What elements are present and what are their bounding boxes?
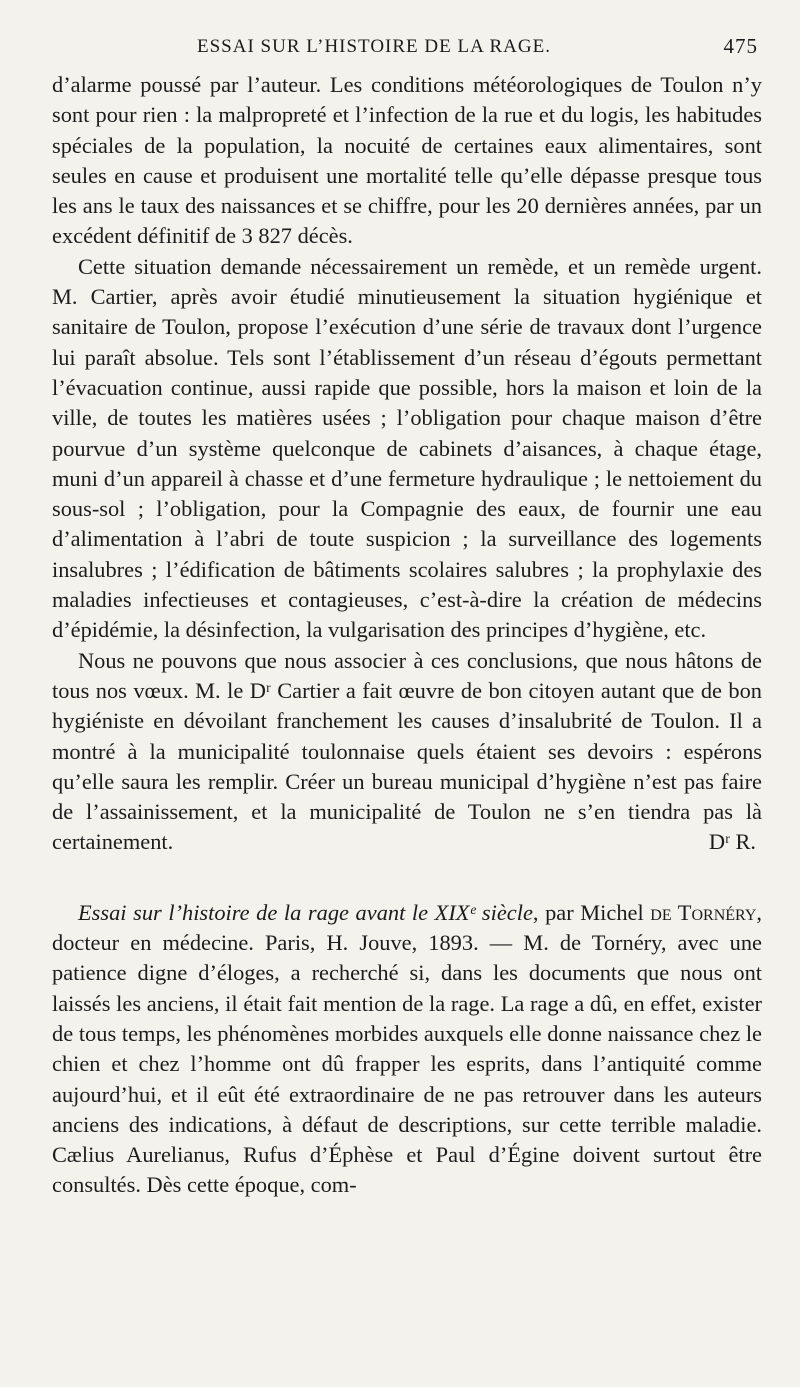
review-author: de Tornéry (650, 899, 757, 925)
paragraph-continued: d’alarme poussé par l’auteur. Les conditions météorologiques de Toulon n’y sont pour rien : la malpropreté et l’infection de la rue et du logis, les habitudes spéciales de la population, la nocuité de certaines eaux alimentaires, sont seules en cause et produisent une mortalité telle qu’elle dépasse presque tous les ans le taux des naissances et se chiffre, pour les 20 dernières années, par un excédent définitif de 3 827 décès. (52, 72, 762, 249)
body-text (52, 70, 762, 1201)
paragraph-review (52, 898, 762, 1201)
review-book-title: Essai sur l’histoire de la rage avant le XIXᵉ siècle (78, 899, 533, 925)
review-body: , docteur en médecine. Paris, H. Jouve, 1893. — M. de Tornéry, avec une patience digne d’éloges, a recherché si, dans les documents que nous ont laissés les anciens, il était fait mention de la rage. La rage a dû, en effet, exister de tous temps, les phénomènes morbides auxquels elle donne naissance chez le chien et chez l’homme ont dû frapper les esprits, dans l’antiquité comme aujourd’hui, et il eût été extraordinaire de ne pas retrouver dans les auteurs anciens des indications, à défaut de descriptions, sur cette terrible maladie. Cælius Aurelianus, Rufus d’Éphèse et Paul d’Égine doivent surtout être consultés. Dès cette époque, com- (52, 899, 762, 1198)
running-title: ESSAI SUR L’HISTOIRE DE LA RAGE. (197, 36, 551, 57)
paragraph-remedy: Cette situation demande nécessairement un remède, et un remède urgent. M. Cartier, après avoir étudié minutieusement la situation hygiénique et sanitaire de Toulon, propose l’exécution d’une série de travaux dont l’urgence lui paraît absolue. Tels sont l’établissement d’un réseau d’égouts permettant l’évacuation continue, aussi rapide que possible, hors la maison et loin de la ville, de toutes les matières usées ; l’obligation pour chaque maison d’être pourvue d’un système quelconque de cabinets d’aisances, à chaque étage, muni d’un appareil à chasse et d’une fermeture hydraulique ; le nettoiement du sous-sol ; l’obligation, pour la Compagnie des eaux, de fournir une eau d’alimentation à l’abri de toute suspicion ; la surveillance des logements insalubres ; l’édification de bâtiments scolaires salubres ; la prophylaxie des maladies infectieuses et contagieuses, c’est-à-dire la création de médecins d’épidémie, la désinfection, la vulgarisation des principes d’hygiène, etc. (52, 253, 762, 643)
reviewer-signature: Dʳ R. (708, 829, 756, 855)
section-gap (52, 858, 762, 898)
paragraph-conclusion: Nous ne pouvons que nous associer à ces conclusions, que nous hâtons de tous nos vœux. M. le Dʳ Cartier a fait œuvre de bon citoyen autant que de bon hygiéniste en dévoilant franchement les causes d’insalubrité de Toulon. Il a montré à la municipalité toulonnaise quels étaient ses devoirs : espérons qu’elle saura les remplir. Créer un bureau municipal d’hygiène n’est pas faire de l’assainissement, et la municipalité de Toulon ne s’en tiendra pas là certainement. (52, 647, 762, 855)
running-head (52, 36, 762, 60)
page-number: 475 (723, 34, 758, 58)
review-lead: , par Michel (532, 899, 651, 925)
